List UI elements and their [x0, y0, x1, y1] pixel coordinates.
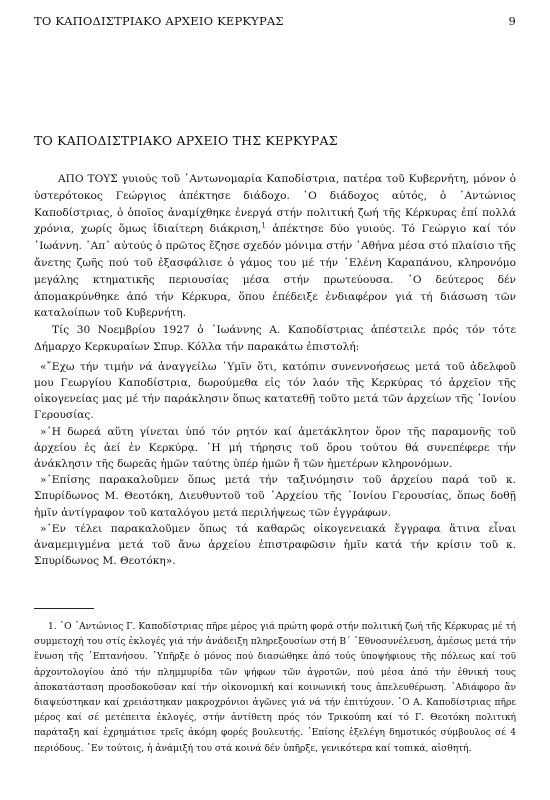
paragraph-1 [34, 171, 516, 322]
letter-paragraph-1: «῎Εχω τήν τιμήν νά ἀναγγείλω ῾Υμῖν ὅτι, κατόπιν συνεννοήσεως μετά τοῦ ἀδελφοῦ μου Γεωργίου Καποδίστρια, δωρούμεθα εἰς τόν λαόν τῆς Κερκύρας τό ἀρχεῖον τῆς οἰκογενείας μας μέ τήν παράκλησιν ὅπως κατατεθῇ τοῦτο μετά τῶν ἀρχείων τῆς ᾿Ιονίου Γερουσίας. [34, 360, 516, 422]
footnote-text: ῾Ο ᾿Αντώνιος Γ. Καποδίστριας πῆρε μέρος γιά πρώτη φορά στήν πολιτική ζωή τῆς Κέρκυρας μέ τή συμμετοχή του στίς ἐκλογές γιά τήν ἀνάδειξη πληρεξουσίων στή Β΄ ᾿Εθνοσυνέλευση, ἀμέσως μετά τήν ἕνωση τῆς ᾿Επτανήσου. ῾Υπῆρξε ὁ μόνος πού διασώθηκε ἀπό τούς ὑποψήφιους τῆς πόλεως καί τοῦ ἀρχοντολογίου ἀπό τήν πλημμυρίδα τῶν ψήφων τῶν ἀγροτῶν, πού μέσα ἀπό τήν ἐθνική τους ἀποκατάσταση προσδοκοῦσαν καί τήν οἰκονομική καί κοινωνική τους ἀπελευθέρωση. ᾿Αδιάφορο ἄν διαψεύστηκαν καί χρειάστηκαν μακροχρόνιοι ἀγῶνες γιά νά τήν ἐπιτύχουν. ῾Ο Α. Καποδίστριας πῆρε μέρος καί σέ μετέπειτα ἐκλογές, στήν ἀντίθετη πρός τόν Τρικούπη καί τό Γ. Θεοτόκη πολιτική παράταξη καί ἐχρημάτισε τρεῖς ἀκόμη φορές βουλευτής. ᾿Επίσης ἐξελέγη δημοτικός σύμβουλος σέ 4 περιόδους. ᾿Εν τούτοις, ἡ ἀνάμιξή του στά κοινά δέν ὑπῆρξε, γενικότερα καί τοπικά, αἰσθητή. [34, 622, 516, 754]
paragraph-1-text-b: ἀπέκτησε δύο γυιούς. Τό Γεώργιο καί τόν ᾿Ιωάννη. ᾿Απ᾿ αὐτούς ὁ πρῶτος ἔζησε σχεδόν μόνιμα στήν ᾿Αθήνα μέσα στό πλαίσιο τῆς ἄνετης ζωῆς πού τοῦ ἐξασφάλισε ὁ γάμος του μέ τήν ᾿Ελένη Καραπάνου, κληρονόμο μεγάλης κτηματικῆς περιουσίας μέσα στήν πρωτεύουσα. ῾Ο δεύτερος δέν ἀπομακρύνθηκε ἀπό τήν Κέρκυρα, ὅπου ἐπέδειξε ἐνδιαφέρον γιά τή διάσωση τῶν καταλοίπων τοῦ Κυβερνήτη. [34, 223, 516, 320]
page-number: 9 [508, 14, 516, 28]
footnote-divider [34, 608, 94, 609]
footnote-1 [34, 620, 516, 757]
section-title: ΤΟ ΚΑΠΟΔΙΣΤΡΙΑΚΟ ΑΡΧΕΙΟ ΤΗΣ ΚΕΡΚΥΡΑΣ [34, 133, 338, 148]
paragraph-1-lead: ΑΠΟ ΤΟΥΣ [58, 173, 118, 185]
running-header-title: ΤΟ ΚΑΠΟΔΙΣΤΡΙΑΚΟ ΑΡΧΕΙΟ ΚΕΡΚΥΡΑΣ [34, 14, 284, 28]
footnote-reference: 1 [261, 221, 266, 230]
footnote [34, 620, 516, 757]
running-header [34, 14, 516, 28]
letter-paragraph-4: »᾿Εν τέλει παρακαλοῦμεν ὅπως τά καθαρῶς οἰκογενειακά ἔγγραφα ἅτινα εἶναι ἀναμεμιγμένα μετά τοῦ ἄνω ἀρχείου ἐπιστραφῶσιν ἡμῖν κατά τήν κρίσιν τοῦ κ. Σπυρίδωνος Μ. Θεοτόκη». [34, 522, 516, 568]
footnote-marker: 1. [48, 622, 57, 632]
paragraph-2: Τίς 30 Νοεμβρίου 1927 ὁ ᾿Ιωάννης Α. Καποδίστριας ἀπέστειλε πρός τόν τότε Δήμαρχο Κερκυραίων Σπυρ. Κόλλα τήν παρακάτω ἐπιστολή: [34, 324, 516, 353]
letter-paragraph-3: »᾿Επίσης παρακαλοῦμεν ὅπως μετά τήν ταξινόμησιν τοῦ ἀρχείου παρά τοῦ κ. Σπυρίδωνος Μ. Θεοτόκη, Διευθυντοῦ τοῦ ᾿Αρχείου τῆς ᾿Ιονίου Γερουσίας, ὅπως δοθῇ ἡμῖν ἀντίγραφον τοῦ καταλόγου μετά περιλήψεως τῶν ἐγγράφων. [34, 474, 516, 519]
letter-paragraph-2: »῾Η δωρεά αὕτη γίνεται ὑπό τόν ρητόν καί ἀμετάκλητον ὅρον τῆς παραμονῆς τοῦ ἀρχείου ἐς ἀεί ἐν Κερκύρᾳ. ῾Η μή τήρησις τοῦ ὅρου τούτου θά συνεπέφερε τήν ἀνάκλησιν τῆς δωρεᾶς ἡμῶν ταύτης ὑπέρ ἡμῶν ἤ τῶν ἡμετέρων κληρονόμων. [34, 425, 516, 470]
body-text [34, 171, 516, 569]
paragraph-1-text-a: γυιούς τοῦ ᾿Αντωνομαρία Καποδίστρια, πατέρα τοῦ Κυβερνήτη, μόνον ὁ ὑστερότοκος Γεώργιος ἀπέκτησε διάδοχο. ῾Ο διάδοχος αὐτός, ὁ ᾿Αντώνιος Καποδίστριας, ὁ ὁποῖος ἀναμίχθηκε ἐνεργά στήν πολιτική ζωή τῆς Κέρκυρας ἐπί πολλά χρόνια, χωρίς ὅμως ἰδιαίτερη διάκριση, [34, 173, 516, 236]
